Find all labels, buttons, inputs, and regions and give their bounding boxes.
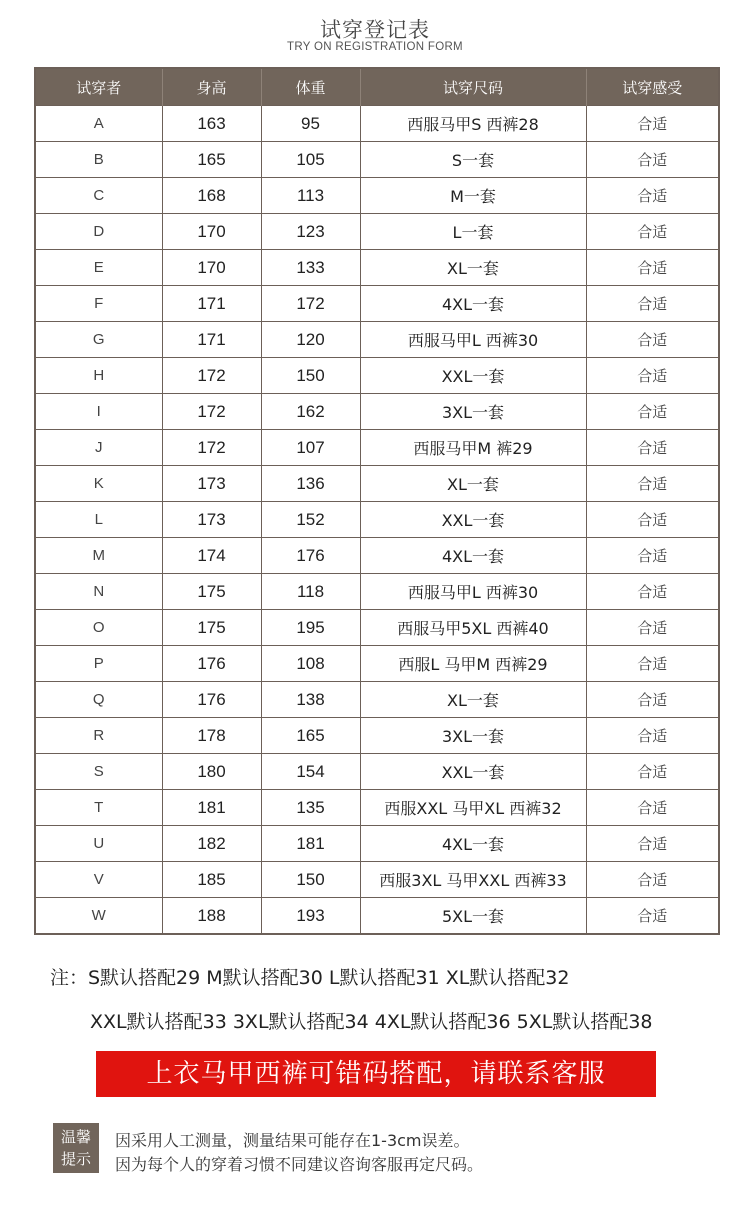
cell-size: 3XL一套: [360, 394, 586, 430]
cell-weight: 108: [261, 646, 360, 682]
cell-height: 182: [162, 826, 261, 862]
cell-weight: 123: [261, 214, 360, 250]
cell-height: 188: [162, 898, 261, 935]
cell-height: 163: [162, 106, 261, 142]
cell-wearer: O: [35, 610, 162, 646]
tip-text-1: 因采用人工测量，测量结果可能存在1-3cm误差。: [115, 1131, 470, 1150]
cell-size: 西服马甲M 裤29: [360, 430, 586, 466]
column-header-wearer: 试穿者: [35, 68, 162, 106]
cell-height: 180: [162, 754, 261, 790]
cell-feeling: 合适: [586, 862, 719, 898]
cell-wearer: V: [35, 862, 162, 898]
cell-wearer: R: [35, 718, 162, 754]
table-row: [35, 574, 719, 610]
table-row: [35, 106, 719, 142]
page-subtitle: TRY ON REGISTRATION FORM: [287, 41, 463, 53]
cell-weight: 120: [261, 322, 360, 358]
cell-height: 174: [162, 538, 261, 574]
cell-height: 175: [162, 574, 261, 610]
cell-weight: 138: [261, 682, 360, 718]
table-row: [35, 538, 719, 574]
cell-wearer: W: [35, 898, 162, 935]
cell-size: S一套: [360, 142, 586, 178]
column-header-size: 试穿尺码: [360, 68, 586, 106]
cell-size: 西服马甲L 西裤30: [360, 574, 586, 610]
table-row: [35, 682, 719, 718]
table-row: [35, 898, 719, 935]
tips-badge: [53, 1123, 99, 1173]
column-header-feeling: 试穿感受: [586, 68, 719, 106]
cell-size: 西服马甲S 西裤28: [360, 106, 586, 142]
cell-weight: 135: [261, 790, 360, 826]
cell-feeling: 合适: [586, 790, 719, 826]
cell-height: 185: [162, 862, 261, 898]
cell-feeling: 合适: [586, 394, 719, 430]
cell-size: 4XL一套: [360, 826, 586, 862]
cell-wearer: L: [35, 502, 162, 538]
cell-size: 西服XXL 马甲XL 西裤32: [360, 790, 586, 826]
cell-height: 165: [162, 142, 261, 178]
table-row: [35, 430, 719, 466]
cell-weight: 152: [261, 502, 360, 538]
column-header-weight: 体重: [261, 68, 360, 106]
table-row: [35, 790, 719, 826]
table-row: [35, 394, 719, 430]
cell-size: M一套: [360, 178, 586, 214]
cell-feeling: 合适: [586, 466, 719, 502]
registration-table: [34, 67, 720, 935]
table-row: [35, 358, 719, 394]
cell-height: 173: [162, 502, 261, 538]
mix-size-banner: 上衣马甲西裤可错码搭配，请联系客服: [96, 1051, 656, 1097]
cell-weight: 162: [261, 394, 360, 430]
cell-size: 西服L 马甲M 西裤29: [360, 646, 586, 682]
cell-size: 5XL一套: [360, 898, 586, 935]
cell-weight: 133: [261, 250, 360, 286]
cell-wearer: Q: [35, 682, 162, 718]
cell-feeling: 合适: [586, 646, 719, 682]
cell-feeling: 合适: [586, 430, 719, 466]
table-row: [35, 502, 719, 538]
tips-badge-line-2: 提示: [60, 1150, 91, 1168]
cell-height: 171: [162, 286, 261, 322]
cell-weight: 118: [261, 574, 360, 610]
cell-weight: 154: [261, 754, 360, 790]
cell-height: 178: [162, 718, 261, 754]
cell-size: XL一套: [360, 682, 586, 718]
table-row: [35, 142, 719, 178]
cell-size: 西服马甲L 西裤30: [360, 322, 586, 358]
size-note-line-1: 注：S默认搭配29 M默认搭配30 L默认搭配31 XL默认搭配32: [50, 967, 570, 989]
cell-size: XXL一套: [360, 754, 586, 790]
cell-height: 176: [162, 646, 261, 682]
cell-height: 170: [162, 214, 261, 250]
cell-size: XL一套: [360, 250, 586, 286]
table-row: [35, 286, 719, 322]
cell-height: 168: [162, 178, 261, 214]
cell-wearer: E: [35, 250, 162, 286]
cell-feeling: 合适: [586, 286, 719, 322]
cell-feeling: 合适: [586, 322, 719, 358]
cell-feeling: 合适: [586, 502, 719, 538]
cell-weight: 107: [261, 430, 360, 466]
cell-feeling: 合适: [586, 538, 719, 574]
cell-wearer: M: [35, 538, 162, 574]
cell-height: 176: [162, 682, 261, 718]
cell-size: 4XL一套: [360, 286, 586, 322]
cell-wearer: K: [35, 466, 162, 502]
cell-size: 西服马甲5XL 西裤40: [360, 610, 586, 646]
cell-height: 175: [162, 610, 261, 646]
cell-size: 西服3XL 马甲XXL 西裤33: [360, 862, 586, 898]
cell-wearer: U: [35, 826, 162, 862]
cell-weight: 193: [261, 898, 360, 935]
cell-feeling: 合适: [586, 214, 719, 250]
cell-size: XXL一套: [360, 502, 586, 538]
cell-size: XXL一套: [360, 358, 586, 394]
cell-size: XL一套: [360, 466, 586, 502]
cell-height: 171: [162, 322, 261, 358]
cell-wearer: P: [35, 646, 162, 682]
cell-feeling: 合适: [586, 610, 719, 646]
cell-weight: 136: [261, 466, 360, 502]
table-row: [35, 322, 719, 358]
cell-weight: 150: [261, 862, 360, 898]
cell-wearer: D: [35, 214, 162, 250]
cell-weight: 105: [261, 142, 360, 178]
cell-feeling: 合适: [586, 106, 719, 142]
cell-height: 172: [162, 430, 261, 466]
table-row: [35, 250, 719, 286]
cell-feeling: 合适: [586, 250, 719, 286]
cell-feeling: 合适: [586, 142, 719, 178]
cell-wearer: G: [35, 322, 162, 358]
table-row: [35, 826, 719, 862]
cell-size: 4XL一套: [360, 538, 586, 574]
cell-wearer: C: [35, 178, 162, 214]
cell-wearer: A: [35, 106, 162, 142]
cell-weight: 165: [261, 718, 360, 754]
cell-feeling: 合适: [586, 826, 719, 862]
cell-feeling: 合适: [586, 574, 719, 610]
cell-wearer: H: [35, 358, 162, 394]
cell-wearer: I: [35, 394, 162, 430]
cell-wearer: S: [35, 754, 162, 790]
cell-weight: 195: [261, 610, 360, 646]
tip-text-2: 因为每个人的穿着习惯不同建议咨询客服再定尺码。: [115, 1155, 484, 1174]
cell-feeling: 合适: [586, 178, 719, 214]
table-row: [35, 178, 719, 214]
cell-weight: 95: [261, 106, 360, 142]
cell-size: 3XL一套: [360, 718, 586, 754]
cell-weight: 176: [261, 538, 360, 574]
cell-wearer: B: [35, 142, 162, 178]
table-row: [35, 646, 719, 682]
cell-weight: 113: [261, 178, 360, 214]
cell-wearer: T: [35, 790, 162, 826]
cell-height: 173: [162, 466, 261, 502]
table-row: [35, 862, 719, 898]
table-row: [35, 754, 719, 790]
size-note-line-2: XXL默认搭配33 3XL默认搭配34 4XL默认搭配36 5XL默认搭配38: [90, 1011, 653, 1033]
column-header-height: 身高: [162, 68, 261, 106]
cell-feeling: 合适: [586, 754, 719, 790]
table-row: [35, 214, 719, 250]
page-title: 试穿登记表: [320, 18, 430, 42]
tips-badge-line-1: 温馨: [60, 1128, 91, 1146]
cell-weight: 181: [261, 826, 360, 862]
cell-size: L一套: [360, 214, 586, 250]
table-body: [35, 106, 719, 935]
table-header-row: [35, 68, 719, 106]
table-row: [35, 466, 719, 502]
cell-height: 181: [162, 790, 261, 826]
cell-height: 170: [162, 250, 261, 286]
table-row: [35, 718, 719, 754]
cell-height: 172: [162, 394, 261, 430]
cell-weight: 150: [261, 358, 360, 394]
cell-feeling: 合适: [586, 718, 719, 754]
cell-height: 172: [162, 358, 261, 394]
cell-wearer: N: [35, 574, 162, 610]
cell-wearer: F: [35, 286, 162, 322]
cell-wearer: J: [35, 430, 162, 466]
cell-feeling: 合适: [586, 898, 719, 935]
cell-feeling: 合适: [586, 358, 719, 394]
table-row: [35, 610, 719, 646]
cell-weight: 172: [261, 286, 360, 322]
cell-feeling: 合适: [586, 682, 719, 718]
